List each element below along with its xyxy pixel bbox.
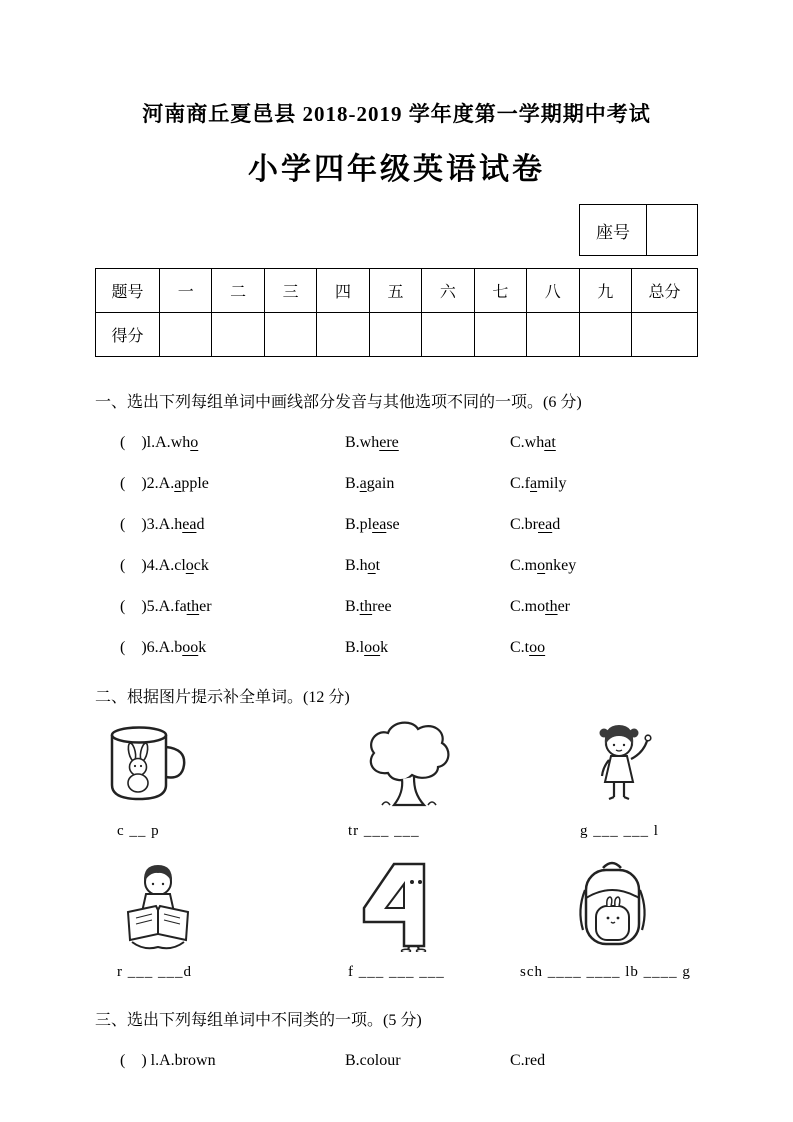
- score-column-header: 六: [422, 269, 474, 313]
- score-table-header-row: [96, 269, 698, 313]
- picture-item-schoolbag: [520, 856, 698, 981]
- answer-bracket: ( ): [120, 516, 147, 533]
- score-column-header: 三: [264, 269, 316, 313]
- option-b: B.look: [345, 639, 389, 656]
- picture-item-tree: [330, 715, 520, 840]
- picture-row-2: [95, 856, 698, 981]
- question-number: l.: [146, 1052, 160, 1069]
- score-input-cell: [264, 313, 316, 357]
- option-a: [120, 514, 345, 535]
- option-c: C.red: [510, 1052, 546, 1069]
- score-input-cell: [527, 313, 579, 357]
- score-column-header: 七: [474, 269, 526, 313]
- phonics-question-2: [120, 473, 698, 494]
- picture-item-girl: [520, 715, 698, 840]
- option-c: C.monkey: [510, 557, 577, 574]
- word-blank-read: r ___ ___d: [117, 964, 192, 980]
- picture-row-1: [95, 715, 698, 840]
- option-a: [120, 432, 345, 453]
- seat-number-label: 座号: [596, 222, 630, 242]
- section3-heading: 三、选出下列每组单词中不同类的一项。(5 分): [95, 1012, 422, 1029]
- phonics-question-6: [120, 637, 698, 658]
- score-column-header: 四: [317, 269, 369, 313]
- picture-item-four: [330, 856, 520, 981]
- option-a: [120, 555, 345, 576]
- exam-title: 河南商丘夏邑县 2018-2019 学年度第一学期期中考试: [142, 102, 651, 126]
- seat-number-field: [646, 205, 697, 255]
- schoolbag-illustration: [565, 856, 698, 952]
- option-c: C.bread: [510, 516, 561, 533]
- question-number: 5.: [146, 598, 159, 615]
- option-a: [120, 596, 345, 617]
- boy-reading-illustration: [110, 856, 330, 952]
- word-blank-girl: g ___ ___ l: [580, 823, 659, 839]
- word-a: A.father: [158, 598, 212, 615]
- score-input-cell: [632, 313, 698, 357]
- seat-number-box: [579, 204, 698, 256]
- answer-bracket: ( ): [120, 639, 147, 656]
- exam-subtitle: 小学四年级英语试卷: [248, 153, 545, 186]
- option-b: B.colour: [345, 1052, 401, 1069]
- girl-illustration: [575, 715, 698, 811]
- score-input-cell: [160, 313, 212, 357]
- phonics-question-3: [120, 514, 698, 535]
- option-c: C.family: [510, 475, 567, 492]
- word-a: A.clock: [158, 557, 209, 574]
- score-table-score-row: [96, 313, 698, 357]
- option-c: C.mother: [510, 598, 571, 615]
- score-input-cell: [212, 313, 264, 357]
- option-b: B.please: [345, 516, 400, 533]
- word-a: A.who: [155, 434, 199, 451]
- score-column-header: 九: [579, 269, 632, 313]
- question-number: 3.: [146, 516, 159, 533]
- word-blank-tree: tr ___ ___: [348, 823, 420, 839]
- question-number-label: 题号: [96, 269, 160, 313]
- option-b: B.again: [345, 475, 395, 492]
- tree-illustration: [358, 715, 520, 811]
- question-number: 2.: [146, 475, 159, 492]
- category-question-1: [120, 1050, 698, 1071]
- word-blank-four: f ___ ___ ___: [348, 964, 445, 980]
- score-column-header: 五: [369, 269, 421, 313]
- option-c: C.too: [510, 639, 546, 656]
- score-column-header: 总分: [632, 269, 698, 313]
- word-a: A.apple: [158, 475, 209, 492]
- section1-heading: 一、选出下列每组单词中画线部分发音与其他选项不同的一项。(6 分): [95, 394, 582, 411]
- score-label: 得分: [96, 313, 160, 357]
- score-input-cell: [474, 313, 526, 357]
- score-column-header: 二: [212, 269, 264, 313]
- option-b: B.where: [345, 434, 399, 451]
- word-a: A.brown: [159, 1052, 216, 1069]
- score-column-header: 一: [160, 269, 212, 313]
- answer-bracket: ( ): [120, 557, 147, 574]
- seat-number-row: [95, 204, 698, 256]
- answer-bracket: ( ): [120, 1052, 147, 1069]
- question-number: l.: [146, 434, 156, 451]
- picture-item-read: [95, 856, 330, 981]
- score-input-cell: [369, 313, 421, 357]
- word-a: A.book: [158, 639, 207, 656]
- question-number: 4.: [146, 557, 159, 574]
- option-b: B.three: [345, 598, 392, 615]
- phonics-question-4: [120, 555, 698, 576]
- phonics-question-5: [120, 596, 698, 617]
- option-a: [120, 637, 345, 658]
- answer-bracket: ( ): [120, 475, 147, 492]
- word-blank-cup: c __ p: [117, 823, 160, 839]
- number-four-illustration: [350, 856, 520, 952]
- score-input-cell: [579, 313, 632, 357]
- score-column-header: 八: [527, 269, 579, 313]
- answer-bracket: ( ): [120, 598, 147, 615]
- cup-illustration: [95, 715, 330, 811]
- option-a: [120, 473, 345, 494]
- question-number: 6.: [146, 639, 159, 656]
- option-a: [120, 1050, 345, 1071]
- score-table: [95, 268, 698, 357]
- word-blank-schoolbag: sch ____ ____ lb ____ g: [520, 964, 691, 980]
- score-input-cell: [422, 313, 474, 357]
- section2-heading: 二、根据图片提示补全单词。(12 分): [95, 689, 350, 706]
- score-input-cell: [317, 313, 369, 357]
- picture-item-cup: [95, 715, 330, 840]
- option-b: B.hot: [345, 557, 381, 574]
- option-c: C.what: [510, 434, 556, 451]
- answer-bracket: ( ): [120, 434, 147, 451]
- word-a: A.head: [158, 516, 205, 533]
- phonics-question-1: [120, 432, 698, 453]
